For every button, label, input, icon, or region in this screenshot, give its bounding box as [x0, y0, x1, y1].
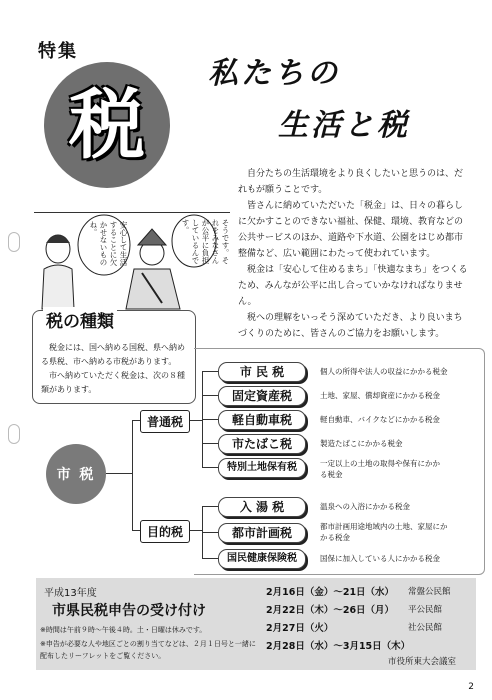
tax-item-desc: 都市計画用途地域内の土地、家屋にかかる税金 — [320, 522, 448, 542]
connector-line — [106, 473, 132, 474]
intro-paragraph: 税への理解をいっそう深めていただき、より良いまちづくりのために、皆さんのご協力をお願いします。 — [238, 313, 463, 339]
feature-tag: 特集 — [38, 41, 78, 62]
section-title: 税の種類 — [43, 307, 117, 332]
connector-line — [202, 419, 218, 420]
schedule-date: 2月16日（金）～21日（水） — [266, 587, 395, 598]
intro-text — [238, 166, 468, 342]
schedule-date: 2月22日（木）～26日（月） — [266, 605, 395, 616]
page-number: 2 — [468, 682, 474, 692]
schedule-date: 2月28日（水）～3月15日（木） — [266, 641, 411, 652]
tax-item-desc: 軽自動車、バイクなどにかかる税金 — [320, 415, 440, 424]
title-big-char: 税 — [69, 80, 145, 169]
tax-item-health-insurance: 国民健康保険税 — [218, 549, 306, 569]
punch-hole — [8, 232, 20, 252]
schedule-venue: 常盤公民館 — [408, 587, 451, 597]
intro-paragraph: 税金は「安心して住めるまち」「快適なまち」をつくるため、みんなが公平に出し合っていかなければなりません。 — [238, 265, 468, 307]
intro-paragraph: 自分たちの生活環境をより良くしたいと思うのは、だれもが願うことです。 — [238, 169, 464, 195]
tax-item-desc: 個人の所得や法人の収益にかかる税金 — [320, 367, 448, 376]
city-tax-root: 市 税 — [46, 444, 106, 504]
tax-item-desc: 製造たばこにかかる税金 — [320, 439, 403, 448]
tax-item-desc: 土地、家屋、償却資産にかかる税金 — [320, 391, 440, 400]
schedule-venue: 社公民館 — [408, 623, 443, 633]
notice-note: ※申告が必要な人や地区ごとの割り当てなどは、２月１日号と一緒に配布したリーフレットをご覧ください。 — [40, 640, 256, 660]
speech-bubble-left: 安心して生活することに欠かせないものね。 — [89, 221, 128, 266]
tax-filing-notice — [36, 578, 476, 670]
tax-types-box — [32, 310, 196, 404]
connector-line — [132, 530, 140, 531]
tax-item-tobacco: 市たばこ税 — [218, 434, 306, 454]
section-paragraph: 市へ納めていただく税金は、次の８種類があります。 — [41, 371, 185, 394]
page-title-line1: 私たちの — [208, 56, 340, 91]
tax-item-desc: 国保に加入している人にかかる税金 — [320, 554, 440, 563]
connector-line — [202, 467, 218, 468]
tax-item-special-land: 特別土地保有税 — [218, 458, 306, 478]
notice-title: 市県民税申告の受け付け — [52, 603, 206, 619]
notice-year: 平成13年度 — [44, 588, 97, 599]
schedule-date: 2月27日（火） — [266, 623, 334, 634]
connector-line — [202, 532, 218, 533]
tax-item-bathing: 入 湯 税 — [218, 497, 306, 517]
intro-paragraph: 皆さんに納めていただいた「税金」は、日々の暮らしに欠かすことのできない福祉、保健、環境、教育などの公共サービスのほか、道路や下水道、公園をはじめ都市整備など、広い範囲にわたって使われています。 — [238, 201, 464, 259]
tax-item-desc: 一定以上の土地の取得や保有にかかる税金 — [320, 459, 440, 479]
page-title-line2: 生活と税 — [278, 108, 410, 143]
connector-line — [202, 443, 218, 444]
speech-bubble-right: そうです。それをみなさんが公平に負担しているんです。 — [181, 219, 230, 264]
tax-item-property: 固定資産税 — [218, 386, 306, 406]
punch-hole — [8, 424, 20, 444]
notice-note: ※時間は午前９時～午後４時。土・日曜は休みです。 — [40, 626, 207, 634]
cartoon-illustration — [34, 212, 230, 313]
connector-line — [132, 420, 133, 530]
purpose-tax-label: 目的税 — [140, 520, 190, 543]
last-venue: 市役所東大会議室 — [388, 657, 457, 667]
connector-line — [202, 558, 218, 559]
tax-item-light-vehicle: 軽自動車税 — [218, 410, 306, 430]
title-circle — [44, 62, 170, 188]
section-body — [41, 341, 189, 397]
section-paragraph: 税金には、国へ納める国税、県へ納める県税、市へ納める市税があります。 — [41, 343, 185, 366]
connector-line — [202, 371, 218, 372]
connector-line — [202, 506, 218, 507]
connector-line — [132, 420, 140, 421]
ordinary-tax-label: 普通税 — [140, 410, 190, 433]
tax-item-resident: 市 民 税 — [218, 362, 306, 382]
connector-line — [202, 395, 218, 396]
tax-item-desc: 温泉への入浴にかかる税金 — [320, 502, 410, 511]
tax-item-city-planning: 都市計画税 — [218, 523, 306, 543]
schedule-venue: 平公民館 — [408, 605, 443, 615]
